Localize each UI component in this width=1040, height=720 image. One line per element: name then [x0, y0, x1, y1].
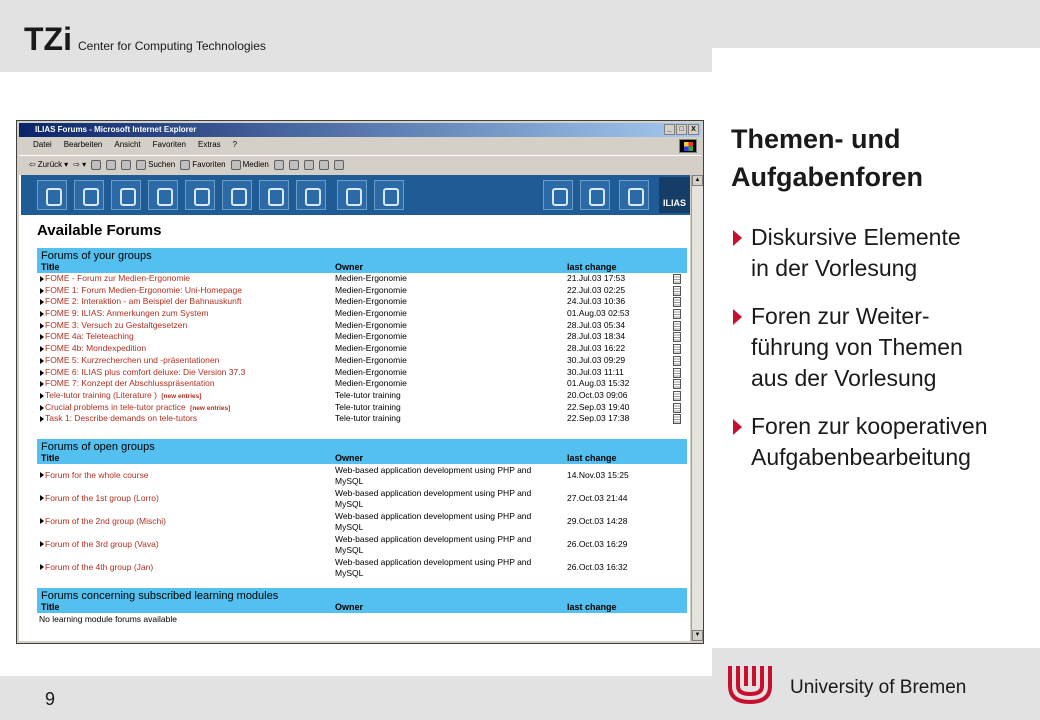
- groups-forum-list: [37, 273, 687, 425]
- forum-last-change: 26.Oct.03 16:29: [567, 539, 628, 549]
- forum-row: [37, 367, 687, 379]
- forum-row: [37, 510, 687, 533]
- forum-link[interactable]: [45, 539, 159, 551]
- document-icon[interactable]: [673, 368, 681, 378]
- forum-title[interactable]: Forum of the 3rd group (Vava): [45, 539, 159, 549]
- favorites-icon: [180, 160, 190, 170]
- windows-logo-icon: [679, 139, 697, 153]
- section-header: [37, 248, 687, 273]
- forum-last-change: 24.Jul.03 10:36: [567, 296, 626, 307]
- new-entries-badge: [new entries]: [161, 392, 202, 400]
- scroll-down-icon[interactable]: ▼: [692, 630, 703, 641]
- bullet-triangle-icon: [733, 230, 742, 246]
- minimize-button[interactable]: _: [664, 124, 675, 135]
- svg-text:TZi: TZi: [24, 21, 72, 54]
- forum-title[interactable]: FOME 7: Konzept der Abschlusspräsentation: [45, 378, 215, 389]
- forum-title[interactable]: FOME 4a: Teleteaching: [45, 331, 134, 342]
- forum-last-change: 28.Jul.03 05:34: [567, 319, 626, 330]
- ilias-navigation-bar: [21, 175, 690, 215]
- forum-title[interactable]: Forum of the 1st group (Lorro): [45, 493, 159, 503]
- bullet-item: Foren zur Weiter- führung von Themen aus der Vorlesung: [731, 301, 1036, 394]
- menu-bearbeiten[interactable]: Bearbeiten: [63, 140, 103, 149]
- forum-last-change: 14.Nov.03 15:25: [567, 470, 629, 480]
- slide-title: [731, 120, 1031, 196]
- mail-icon[interactable]: [222, 180, 252, 210]
- document-icon[interactable]: [673, 297, 681, 307]
- forum-owner: Medien-Ergonomie: [335, 319, 407, 330]
- window-controls: [664, 124, 699, 135]
- new-entries-badge: [new entries]: [190, 404, 231, 412]
- expand-arrow-icon[interactable]: [40, 358, 44, 364]
- section-header: [37, 439, 687, 464]
- forum-link[interactable]: [45, 308, 208, 320]
- lessons-icon[interactable]: [74, 180, 104, 210]
- editor-icon[interactable]: [337, 180, 367, 210]
- admin-icon[interactable]: [374, 180, 404, 210]
- scroll-up-icon[interactable]: ▲: [692, 175, 703, 186]
- forum-last-change: 30.Jul.03 09:29: [567, 354, 626, 365]
- forum-link[interactable]: [45, 331, 134, 343]
- forum-title[interactable]: FOME 5: Kurzrecherchen und -präsentationen: [45, 354, 220, 365]
- forum-title[interactable]: FOME 3: Versuch zu Gestaltgesetzen: [45, 319, 188, 330]
- groups-icon[interactable]: [259, 180, 289, 210]
- discuss-icon[interactable]: [334, 160, 344, 170]
- forum-owner: Medien-Ergonomie: [335, 308, 407, 319]
- forum-last-change: 22.Sep.03 17:38: [567, 413, 630, 424]
- bullet-item: Diskursive Elemente in der Vorlesung: [731, 222, 1036, 284]
- forum-owner: Medien-Ergonomie: [335, 378, 407, 389]
- ilias-logo: ILIAS: [659, 177, 690, 213]
- forum-owner: Web-based application development using PHP and MySQL: [335, 534, 532, 555]
- forum-last-change: 29.Oct.03 14:28: [567, 516, 628, 526]
- media-icon: [231, 160, 241, 170]
- forum-last-change: 26.Oct.03 16:32: [567, 562, 628, 572]
- forward-button[interactable]: [73, 156, 86, 174]
- forum-title[interactable]: Forum of the 2nd group (Mischi): [45, 516, 166, 526]
- slide-title-line-1: Themen- und: [731, 124, 901, 154]
- document-icon[interactable]: [673, 379, 681, 389]
- bullet-triangle-icon: [733, 309, 742, 325]
- expand-arrow-icon[interactable]: [40, 276, 44, 282]
- forum-title[interactable]: FOME 1: Forum Medien-Ergonomie: Uni-Homepage: [45, 284, 242, 295]
- forum-title[interactable]: FOME 4b: Mondexpedition: [45, 343, 147, 354]
- bottom-bar: [0, 676, 712, 720]
- search-button[interactable]: Suchen: [136, 156, 175, 174]
- column-owner: Owner: [335, 453, 364, 463]
- forum-link[interactable]: [45, 493, 159, 505]
- print-icon[interactable]: [304, 160, 314, 170]
- forum-owner: Medien-Ergonomie: [335, 273, 407, 283]
- forum-title[interactable]: FOME - Forum zur Medien-Ergonomie: [45, 273, 191, 283]
- home-icon[interactable]: [121, 160, 131, 170]
- forum-row: [37, 285, 687, 297]
- forum-link[interactable]: [45, 273, 190, 285]
- forum-row: [37, 413, 687, 425]
- forum-title[interactable]: Tele-tutor training (Literature ): [45, 389, 157, 400]
- forum-row: [37, 402, 687, 414]
- document-icon[interactable]: [673, 414, 681, 424]
- university-logo: [726, 662, 774, 706]
- forum-link[interactable]: [45, 367, 245, 379]
- feedback-icon[interactable]: [580, 180, 610, 210]
- forum-row: [37, 355, 687, 367]
- forum-link[interactable]: [45, 320, 187, 332]
- forum-row: [37, 308, 687, 320]
- forum-link[interactable]: [45, 470, 148, 482]
- window-title: ILIAS Forums - Microsoft Internet Explorer: [35, 125, 197, 134]
- forum-owner: Medien-Ergonomie: [335, 354, 407, 365]
- forum-row: [37, 464, 687, 487]
- document-icon[interactable]: [673, 321, 681, 331]
- history-icon[interactable]: [274, 160, 284, 170]
- forums-icon[interactable]: [111, 180, 141, 210]
- page-viewport: [19, 175, 690, 641]
- forum-owner: Web-based application development using PHP and MySQL: [335, 488, 532, 509]
- forum-owner: Tele-tutor training: [335, 389, 401, 400]
- section-title: Forums concerning subscribed learning modules: [41, 590, 279, 602]
- column-last-change: last change: [567, 602, 617, 612]
- column-title: Title: [41, 602, 60, 612]
- document-icon[interactable]: [673, 274, 681, 284]
- forum-last-change: 20.Oct.03 09:06: [567, 389, 628, 400]
- expand-arrow-icon[interactable]: [40, 346, 44, 352]
- browser-titlebar: [19, 123, 701, 137]
- forum-owner: Medien-Ergonomie: [335, 296, 407, 307]
- menu-bar: [19, 138, 679, 152]
- expand-arrow-icon[interactable]: [40, 299, 44, 305]
- forum-title[interactable]: FOME 9: ILIAS: Anmerkungen zum System: [45, 308, 209, 319]
- column-last-change: last change: [567, 453, 617, 463]
- open-forums-section: [37, 439, 687, 579]
- expand-arrow-icon[interactable]: [40, 495, 44, 501]
- section-header: [37, 588, 687, 613]
- expand-arrow-icon[interactable]: [40, 334, 44, 340]
- forum-owner: Tele-tutor training: [335, 401, 401, 412]
- refresh-icon[interactable]: [106, 160, 116, 170]
- open-forum-list: [37, 464, 687, 579]
- forum-row: [37, 296, 687, 308]
- forum-last-change: 28.Jul.03 18:34: [567, 331, 626, 342]
- expand-arrow-icon[interactable]: [40, 288, 44, 294]
- maximize-button[interactable]: □: [676, 124, 687, 135]
- mail-icon[interactable]: [289, 160, 299, 170]
- expand-arrow-icon[interactable]: [40, 381, 44, 387]
- forward-arrow-icon: ⇨ ▾: [73, 159, 87, 169]
- forum-row: [37, 533, 687, 556]
- forum-owner: Medien-Ergonomie: [335, 284, 407, 295]
- forum-owner: Medien-Ergonomie: [335, 343, 407, 354]
- forum-last-change: 28.Jul.03 16:22: [567, 343, 626, 354]
- vertical-scrollbar[interactable]: [691, 175, 703, 641]
- media-button[interactable]: Medien: [231, 156, 269, 174]
- forum-link[interactable]: [45, 343, 146, 355]
- search-icon[interactable]: [148, 180, 178, 210]
- menu-help[interactable]: ?: [232, 140, 238, 149]
- forum-last-change: 21.Jul.03 17:53: [567, 273, 626, 283]
- column-last-change: last change: [567, 262, 617, 272]
- search-icon: [136, 160, 146, 170]
- help-icon[interactable]: [543, 180, 573, 210]
- forum-owner: Medien-Ergonomie: [335, 366, 407, 377]
- forum-last-change: 22.Jul.03 02:25: [567, 284, 626, 295]
- forum-link[interactable]: [45, 378, 215, 390]
- forum-row: [37, 331, 687, 343]
- bullet-item: Foren zur kooperativen Aufgabenbearbeitung: [731, 411, 1036, 473]
- stop-icon[interactable]: [91, 160, 101, 170]
- forum-title[interactable]: FOME 2: Interaktion - am Beispiel der Bahnauskunft: [45, 296, 242, 307]
- forum-row: [37, 390, 687, 402]
- forum-owner: Medien-Ergonomie: [335, 331, 407, 342]
- back-button[interactable]: ⇦ Zurück ▾: [29, 156, 68, 174]
- forum-link[interactable]: [45, 355, 219, 367]
- expand-arrow-icon[interactable]: [40, 393, 44, 399]
- header-subtitle: Center for Computing Technologies: [78, 39, 266, 53]
- forum-title[interactable]: FOME 6: ILIAS plus comfort deluxe: Die Version 37.3: [45, 366, 246, 377]
- section-title: Forums of your groups: [41, 250, 152, 262]
- browser-window: [16, 120, 704, 644]
- expand-arrow-icon[interactable]: [40, 416, 44, 422]
- back-arrow-icon: ⇦: [29, 159, 36, 169]
- expand-arrow-icon[interactable]: [40, 518, 44, 524]
- slide-title-line-2: Aufgabenforen: [731, 162, 923, 192]
- forum-link[interactable]: [45, 296, 242, 308]
- forum-owner: Web-based application development using PHP and MySQL: [335, 465, 532, 486]
- document-icon[interactable]: [673, 286, 681, 296]
- forum-link[interactable]: [45, 516, 166, 528]
- university-name: University of Bremen: [790, 677, 967, 698]
- forum-link[interactable]: [45, 562, 153, 574]
- users-icon[interactable]: [296, 180, 326, 210]
- document-icon[interactable]: [673, 309, 681, 319]
- groups-forums-section: [37, 248, 687, 425]
- forum-owner: Tele-tutor training: [335, 413, 401, 424]
- logout-icon[interactable]: [619, 180, 649, 210]
- forum-title[interactable]: Crucial problems in tele-tutor practice: [45, 401, 186, 412]
- forum-row: [37, 378, 687, 390]
- forum-row: [37, 487, 687, 510]
- document-icon[interactable]: [673, 403, 681, 413]
- forum-last-change: 22.Sep.03 19:40: [567, 401, 630, 412]
- expand-arrow-icon[interactable]: [40, 370, 44, 376]
- forum-last-change: 01.Aug.03 02:53: [567, 308, 630, 319]
- forum-row: [37, 320, 687, 332]
- document-icon[interactable]: [673, 332, 681, 342]
- document-icon[interactable]: [673, 356, 681, 366]
- column-owner: Owner: [335, 602, 364, 612]
- expand-arrow-icon[interactable]: [40, 311, 44, 317]
- close-button[interactable]: X: [688, 124, 699, 135]
- forum-title[interactable]: Task 1: Describe demands on tele-tutors: [45, 413, 198, 424]
- desktop-icon[interactable]: [37, 180, 67, 210]
- expand-arrow-icon[interactable]: [40, 472, 44, 478]
- forum-last-change: 30.Jul.03 11:11: [567, 366, 624, 377]
- column-owner: Owner: [335, 262, 364, 272]
- forum-owner: Web-based application development using PHP and MySQL: [335, 557, 532, 578]
- tzi-logo: [24, 20, 74, 54]
- forum-last-change: 27.Oct.03 21:44: [567, 493, 628, 503]
- document-icon[interactable]: [673, 391, 681, 401]
- menu-extras[interactable]: Extras: [197, 140, 221, 149]
- forum-last-change: 01.Aug.03 15:32: [567, 378, 630, 389]
- forum-row: [37, 343, 687, 355]
- menu-ansicht[interactable]: Ansicht: [114, 140, 141, 149]
- bullet-list: [731, 222, 1036, 490]
- expand-arrow-icon[interactable]: [40, 541, 44, 547]
- favorites-button[interactable]: Favoriten: [180, 156, 225, 174]
- column-title: Title: [41, 453, 60, 463]
- expand-arrow-icon[interactable]: [40, 323, 44, 329]
- forum-row: [37, 556, 687, 579]
- modules-forums-section: [37, 588, 687, 626]
- forum-link[interactable]: [45, 285, 242, 297]
- menu-favoriten[interactable]: Favoriten: [152, 140, 186, 149]
- document-icon[interactable]: [673, 344, 681, 354]
- page-heading: Available Forums: [37, 222, 162, 239]
- forum-row: [37, 273, 687, 285]
- menu-datei[interactable]: Datei: [33, 140, 52, 149]
- literature-icon[interactable]: [185, 180, 215, 210]
- expand-arrow-icon[interactable]: [40, 564, 44, 570]
- section-title: Forums of open groups: [41, 441, 155, 453]
- browser-toolbar: [19, 155, 701, 173]
- page-number: 9: [45, 689, 56, 709]
- expand-arrow-icon[interactable]: [40, 405, 44, 411]
- empty-message: No learning module forums available: [39, 614, 177, 624]
- bullet-triangle-icon: [733, 419, 742, 435]
- forum-title[interactable]: Forum for the whole course: [45, 470, 149, 480]
- column-title: Title: [41, 262, 60, 272]
- forum-link[interactable]: [45, 413, 197, 425]
- edit-icon[interactable]: [319, 160, 329, 170]
- forum-owner: Web-based application development using PHP and MySQL: [335, 511, 532, 532]
- forum-title[interactable]: Forum of the 4th group (Jan): [45, 562, 154, 572]
